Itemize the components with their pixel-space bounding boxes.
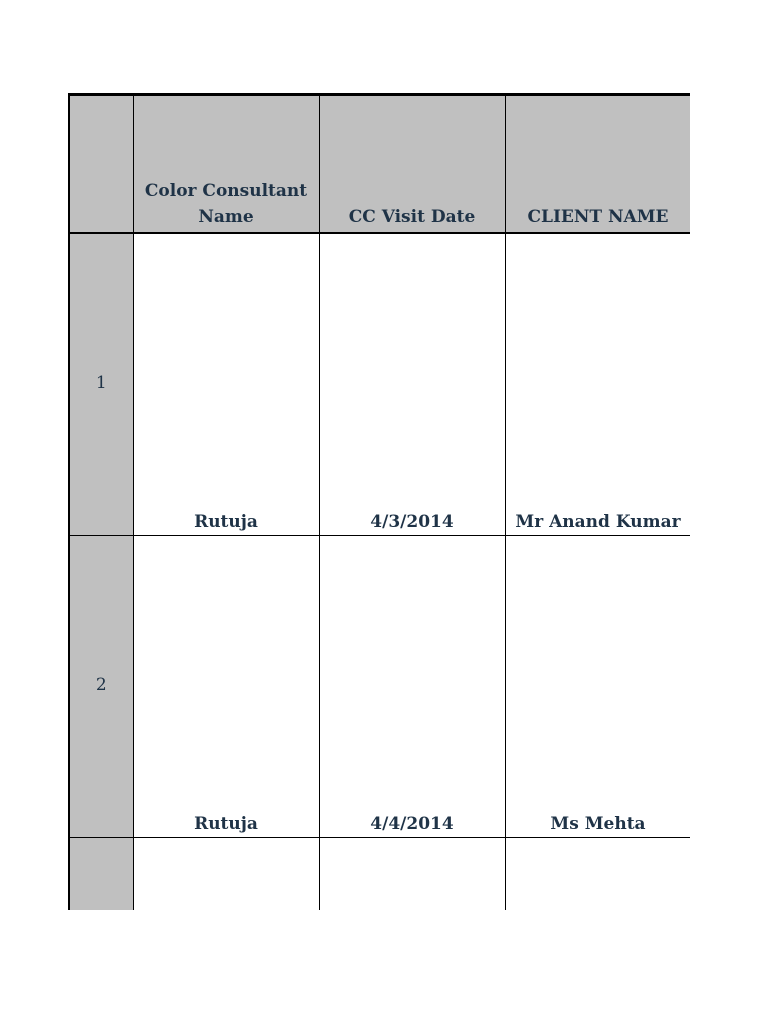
visit-date-header: CC Visit Date xyxy=(319,96,505,233)
consultant-name-cell: Rutuja xyxy=(133,233,319,535)
client-name-cell xyxy=(505,837,690,910)
row-number-header xyxy=(70,96,133,233)
visit-table xyxy=(70,96,690,910)
row-number-cell: 1 xyxy=(70,233,133,535)
client-name-cell: Mr Anand Kumar xyxy=(505,233,690,535)
row-number-cell: 2 xyxy=(70,535,133,837)
table-row xyxy=(70,837,690,910)
row-number-cell xyxy=(70,837,133,910)
client-name-header: CLIENT NAME xyxy=(505,96,690,233)
client-name-cell: Ms Mehta xyxy=(505,535,690,837)
consultant-name-cell: Rutuja xyxy=(133,535,319,837)
visit-date-cell: 4/4/2014 xyxy=(319,535,505,837)
table-row xyxy=(70,233,690,535)
table-header-row xyxy=(70,96,690,233)
table-row xyxy=(70,535,690,837)
consultant-name-header: Color Consultant Name xyxy=(133,96,319,233)
visit-date-cell xyxy=(319,837,505,910)
visit-date-cell: 4/3/2014 xyxy=(319,233,505,535)
spreadsheet-table-region xyxy=(68,93,690,910)
consultant-name-cell xyxy=(133,837,319,910)
